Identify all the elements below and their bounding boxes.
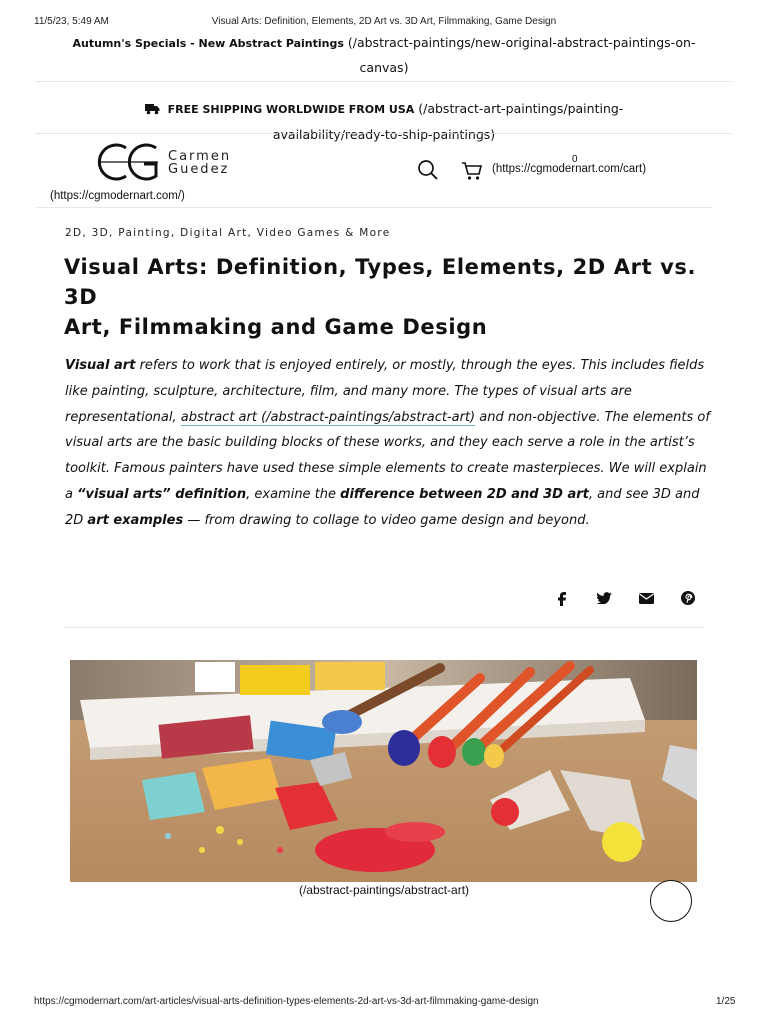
pinterest-icon[interactable] (681, 591, 695, 605)
divider (36, 81, 732, 82)
print-footer-url: https://cgmodernart.com/art-articles/visual-arts-definition-types-elements-2d-art-vs-3d-art-filmmaking-game-design (34, 996, 539, 1007)
print-page-title: Visual Arts: Definition, Elements, 2D Art vs. 3D Art, Filmmaking, Game Design (211, 16, 557, 27)
intro-text: — from drawing to collage to video game design and beyond. (183, 512, 590, 528)
intro-emphasis: art examples (87, 512, 184, 528)
promo-label[interactable]: Autumn's Specials - New Abstract Paintings (72, 37, 344, 50)
intro-text: , and see 3D and 2D (65, 486, 700, 528)
search-icon[interactable] (417, 159, 439, 185)
shipping-url: (/abstract-art-paintings/painting- (414, 101, 624, 116)
header-divider (36, 207, 712, 208)
article-title-line1: Visual Arts: Definition, Types, Elements, 2D Art vs. 3D (64, 255, 697, 309)
art-supplies-illustration (70, 660, 697, 882)
intro-text: and non-objective. The elements of visual arts are the basic building blocks of these works, and they each serve a role in the artist’s toolkit. Famous painters have used these simple elements to create masterpieces. We will explain a (65, 409, 710, 502)
abstract-art-link[interactable]: abstract art (/abstract-paintings/abstract-art) (180, 409, 476, 425)
intro-emphasis: difference between 2D and 3D art (340, 486, 589, 502)
promo-url: (/abstract-paintings/new-original-abstract-paintings-on- (343, 35, 696, 50)
logo-name-line1: Carmen (168, 149, 232, 164)
article-title-line2: Art, Filmmaking and Game Design (64, 315, 488, 339)
article-intro (65, 353, 713, 534)
cart-count-badge: 0 (572, 154, 578, 165)
logo-mark-icon (96, 142, 160, 182)
intro-term: Visual art (65, 358, 136, 373)
truck-icon (145, 99, 160, 123)
shipping-label[interactable]: FREE SHIPPING WORLDWIDE FROM USA (167, 103, 415, 116)
shipping-url-cont: availability/ready-to-ship-paintings) (272, 127, 496, 142)
category-breadcrumb[interactable]: 2D, 3D, Painting, Digital Art, Video Games & More (65, 227, 391, 239)
cart-link-url[interactable]: (https://cgmodernart.com/cart) (492, 163, 647, 175)
promo-bar[interactable] (30, 31, 738, 80)
email-icon[interactable] (639, 593, 654, 604)
shipping-bar[interactable] (30, 97, 738, 147)
print-page-number: 1/25 (716, 996, 736, 1007)
article-title (64, 252, 714, 342)
logo-link-url[interactable]: (https://cgmodernart.com/) (50, 190, 185, 202)
divider (36, 133, 732, 134)
twitter-icon[interactable] (597, 592, 612, 604)
print-datetime: 11/5/23, 5:49 AM (34, 16, 109, 27)
intro-text: , examine the (246, 486, 341, 502)
promo-url-cont: canvas) (359, 60, 409, 75)
logo-name-line2: Guedez (168, 162, 230, 177)
image-caption-url[interactable]: (/abstract-paintings/abstract-art) (298, 883, 470, 897)
chat-bubble-button[interactable] (650, 880, 692, 922)
site-logo[interactable] (96, 142, 256, 184)
cart-icon[interactable] (461, 161, 483, 185)
intro-text: refers to work that is enjoyed entirely, or mostly, through the eyes. This includes fields like painting, sculpture, architecture, film, and many more. The types of visual arts are representational, (65, 358, 705, 425)
article-hero-image[interactable] (70, 660, 697, 882)
facebook-icon[interactable] (556, 590, 568, 606)
intro-emphasis: “visual arts” definition (77, 486, 247, 502)
share-divider (64, 627, 704, 628)
